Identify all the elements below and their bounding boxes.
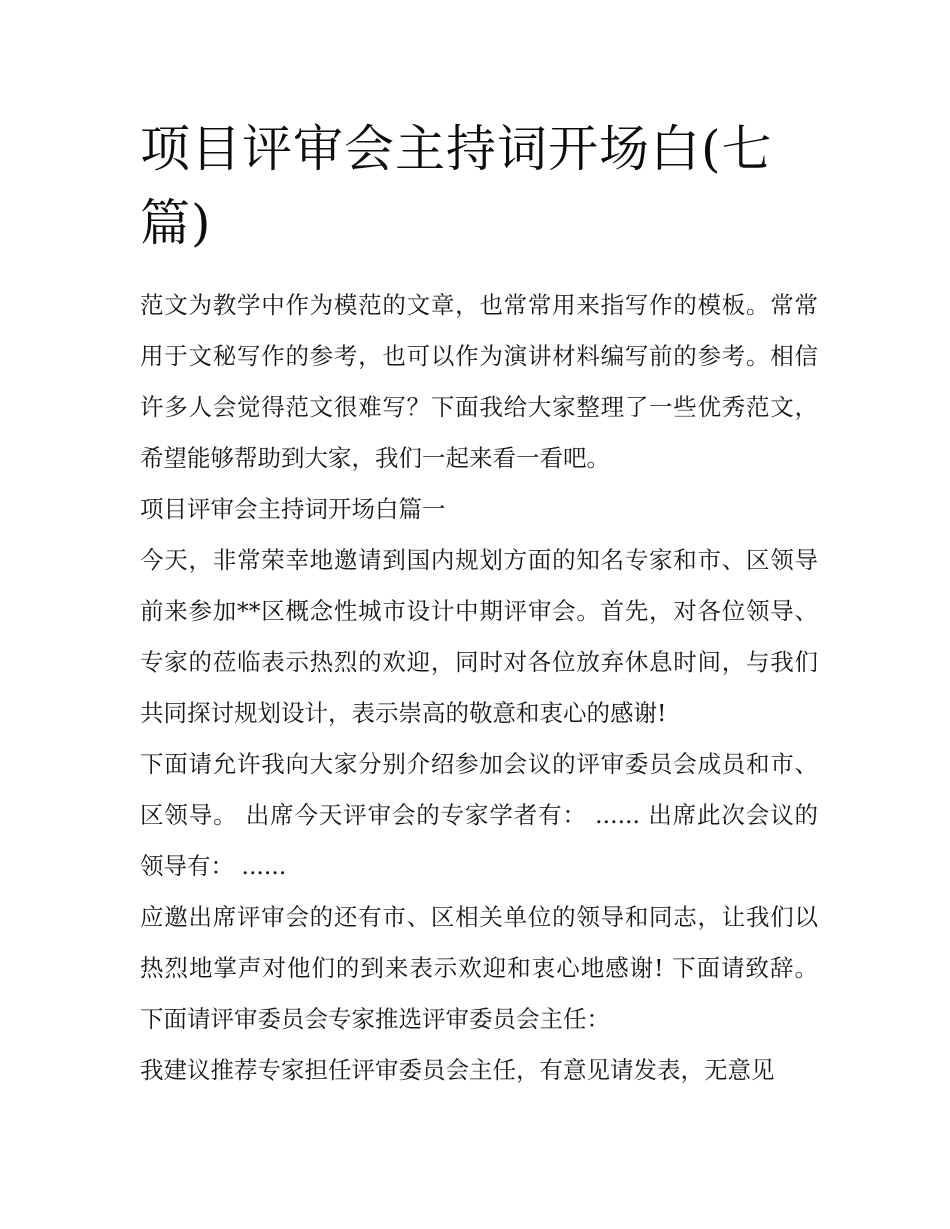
body-paragraph: 应邀出席评审会的还有市、区相关单位的领导和同志，让我们以热烈地掌声对他们的到来表示欢迎和衷心地感谢! 下面请致辞。 下面请评审委员会专家推选评审委员会主任： (140, 903, 818, 1033)
section-heading: 项目评审会主持词开场白篇一 (140, 495, 446, 523)
body-paragraph: 今天，非常荣幸地邀请到国内规划方面的知名专家和市、区领导前来参加**区概念性城市设计中期评审会。首先，对各位领导、专家的莅临表示热烈的欢迎，同时对各位放弃休息时间，与我们共同探讨规划设计，表示崇高的敬意和衷心的感谢! (140, 546, 818, 727)
body-paragraph: 我建议推荐专家担任评审委员会主任，有意见请发表，无意见 (140, 1056, 775, 1084)
body-paragraph: 下面请允许我向大家分别介绍参加会议的评审委员会成员和市、区领导。 出席今天评审会的专家学者有： ...... 出席此次会议的领导有： ...... (140, 750, 818, 880)
document-body (140, 280, 818, 1096)
document-title: 项目评审会主持词开场白(七篇) (140, 120, 773, 252)
intro-paragraph: 范文为教学中作为模范的文章，也常常用来指写作的模板。常常用于文秘写作的参考，也可以作为演讲材料编写前的参考。相信许多人会觉得范文很难写？下面我给大家整理了一些优秀范文，希望能够帮助到大家，我们一起来看一看吧。 (140, 291, 818, 472)
